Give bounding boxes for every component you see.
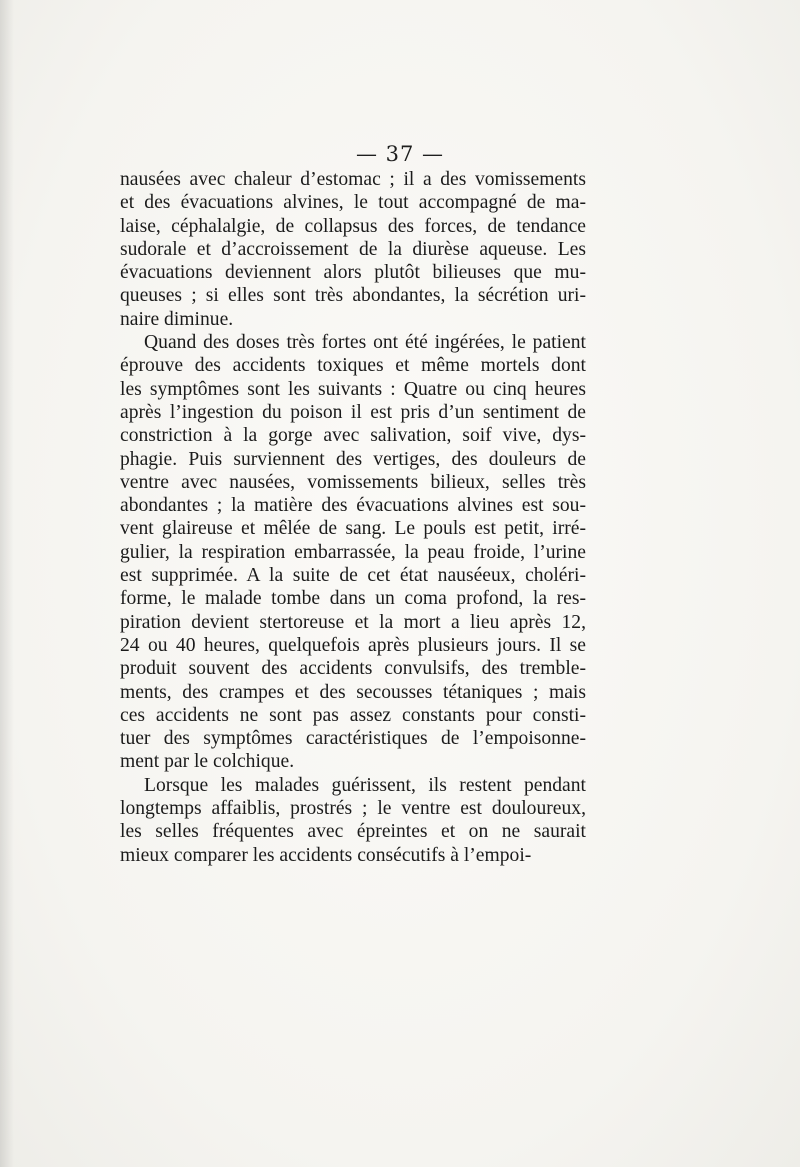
text-line: sudorale et d’accroissement de la diurèse aqueuse. Les xyxy=(120,238,586,260)
text-line: longtemps affaiblis, prostrés ; le ventre est douloureux, xyxy=(120,798,586,820)
text-line: piration devient stertoreuse et la mort a lieu après 12, xyxy=(120,611,586,633)
text-line: forme, le malade tombe dans un coma profond, la res- xyxy=(120,588,586,610)
text-line: ces accidents ne sont pas assez constants pour consti- xyxy=(120,704,586,726)
text-line: abondantes ; la matière des évacuations alvines est sou- xyxy=(120,495,586,517)
text-line: vent glaireuse et mêlée de sang. Le pouls est petit, irré- xyxy=(120,518,586,540)
text-line: gulier, la respiration embarrassée, la peau froide, l’urine xyxy=(120,541,586,563)
text-line: tuer des symptômes caractéristiques de l’empoisonne- xyxy=(120,728,586,750)
page-number: — 37 — xyxy=(355,142,445,166)
text-line: les symptômes sont les suivants : Quatre ou cinq heures xyxy=(120,378,586,400)
text-line: queuses ; si elles sont très abondantes, la sécrétion uri- xyxy=(120,285,586,307)
text-line: et des évacuations alvines, le tout accompagné de ma- xyxy=(120,192,586,214)
text-line: après l’ingestion du poison il est pris d’un sentiment de xyxy=(120,401,586,423)
text-line: est supprimée. A la suite de cet état nauséeux, choléri- xyxy=(120,565,586,587)
text-line: éprouve des accidents toxiques et même mortels dont xyxy=(120,355,586,377)
text-line: ments, des crampes et des secousses tétaniques ; mais xyxy=(120,681,586,703)
text-line: laise, céphalalgie, de collapsus des forces, de tendance xyxy=(120,215,586,237)
paragraph xyxy=(120,774,586,867)
text-line: constriction à la gorge avec salivation, soif vive, dys- xyxy=(120,425,586,447)
text-line: les selles fréquentes avec épreintes et on ne saurait xyxy=(120,821,586,843)
text-line: Lorsque les malades guérissent, ils restent pendant xyxy=(144,774,586,796)
binding-shadow xyxy=(0,0,14,1167)
text-line: Quand des doses très fortes ont été ingérées, le patient xyxy=(144,332,586,354)
text-line: produit souvent des accidents convulsifs, des tremble- xyxy=(120,658,586,680)
text-line: ment par le colchique. xyxy=(120,751,295,773)
text-line: naire diminue. xyxy=(120,308,234,330)
body-text xyxy=(120,168,586,867)
text-line: évacuations deviennent alors plutôt bilieuses que mu- xyxy=(120,262,586,284)
text-line: mieux comparer les accidents consécutifs à l’empoi- xyxy=(120,844,532,866)
text-line: nausées avec chaleur d’estomac ; il a des vomissements xyxy=(120,169,586,190)
paragraph-container xyxy=(120,168,586,867)
paragraph xyxy=(120,168,586,331)
text-line: ventre avec nausées, vomissements bilieux, selles très xyxy=(120,471,586,493)
paragraph xyxy=(120,331,586,774)
text-line: phagie. Puis surviennent des vertiges, des douleurs de xyxy=(120,448,586,470)
text-line: 24 ou 40 heures, quelquefois après plusieurs jours. Il se xyxy=(120,634,586,656)
